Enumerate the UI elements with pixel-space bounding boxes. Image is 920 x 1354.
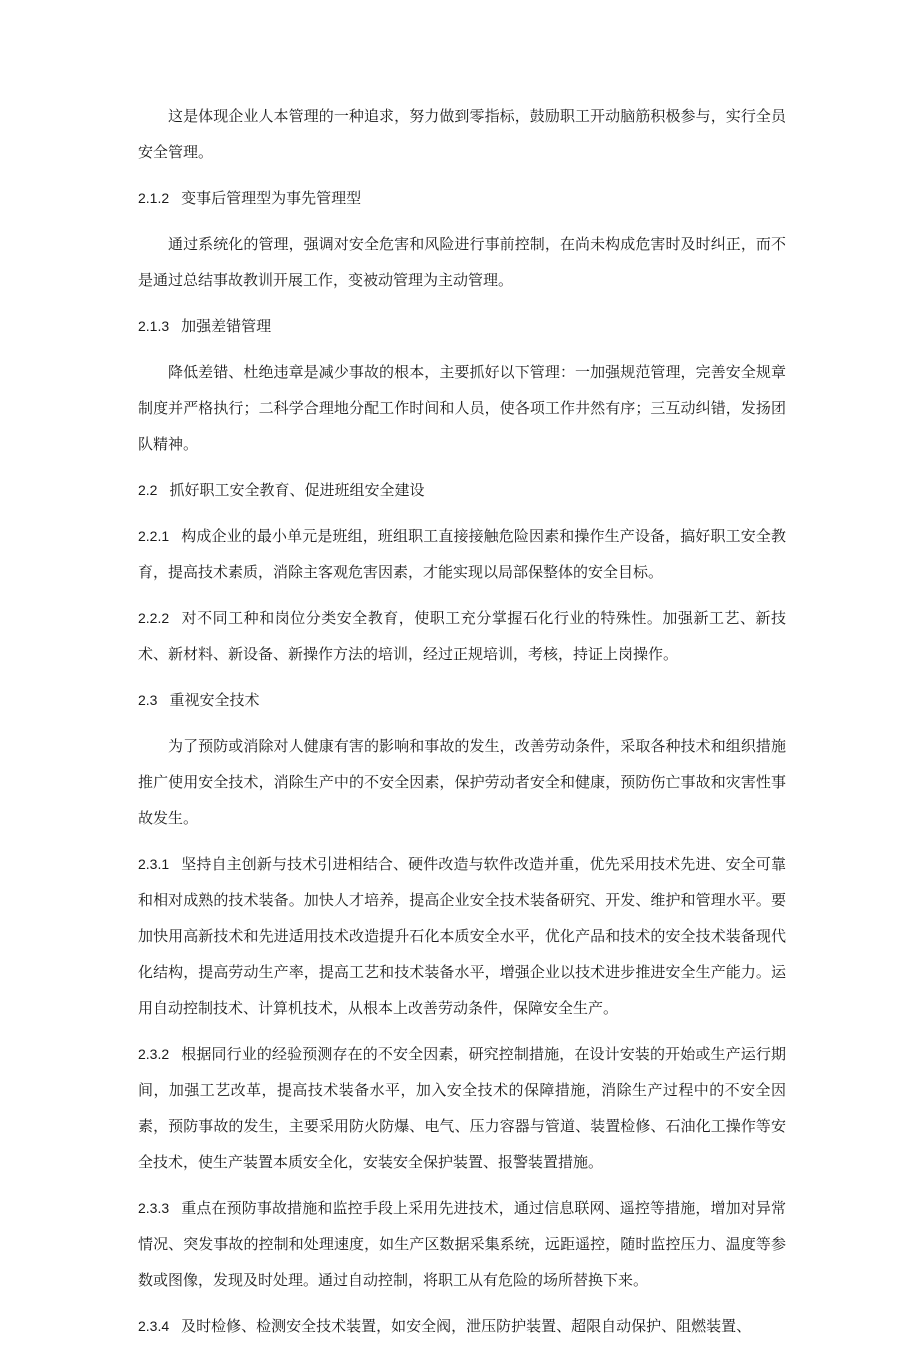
item-number: 2.3.4 (138, 1318, 170, 1334)
paragraph (138, 226, 786, 298)
section-number: 2.2 (138, 482, 158, 498)
paragraph-text: 重点在预防事故措施和监控手段上采用先进技术，通过信息联网、遥控等措施，增加对异常情况、突发事故的控制和处理速度，如生产区数据采集系统，远距遥控，随时监控压力、温度等参数或图像，发现及时处理。通过自动控制，将职工从有危险的场所替换下来。 (138, 1199, 786, 1289)
item-number: 2.2.1 (138, 528, 170, 544)
section-number: 2.1.3 (138, 318, 170, 334)
numbered-paragraph (138, 518, 786, 590)
numbered-paragraph (138, 1036, 786, 1180)
paragraph-text: 坚持自主创新与技术引进相结合、硬件改造与软件改造并重，优先采用技术先进、安全可靠和相对成熟的技术装备。加快人才培养，提高企业安全技术装备研究、开发、维护和管理水平。要加快用高新技术和先进适用技术改造提升石化本质安全水平，优化产品和技术的安全技术装备现代化结构，提高劳动生产率，提高工艺和技术装备水平，增强企业以技术进步推进安全生产能力。运用自动控制技术、计算机技术，从根本上改善劳动条件，保障安全生产。 (138, 855, 786, 1017)
section-number: 2.3 (138, 692, 158, 708)
paragraph (138, 728, 786, 836)
paragraph (138, 354, 786, 462)
paragraph-text: 及时检修、检测安全技术装置，如安全阀，泄压防护装置、超限自动保护、阻燃装置、 (181, 1317, 752, 1335)
section-title: 重视安全技术 (169, 691, 260, 709)
numbered-paragraph (138, 846, 786, 1026)
numbered-paragraph (138, 1308, 786, 1344)
item-number: 2.3.1 (138, 856, 170, 872)
section-title: 变事后管理型为事先管理型 (181, 189, 362, 207)
paragraph-text: 根据同行业的经验预测存在的不安全因素，研究控制措施，在设计安装的开始或生产运行期间，加强工艺改革，提高技术装备水平，加入安全技术的保障措施，消除生产过程中的不安全因素，预防事故的发生，主要采用防火防爆、电气、压力容器与管道、装置检修、石油化工操作等安全技术，使生产装置本质安全化，安装安全保护装置、报警装置措施。 (138, 1045, 786, 1171)
section-heading (138, 180, 786, 216)
paragraph-text: 这是体现企业人本管理的一种追求，努力做到零指标，鼓励职工开动脑筋积极参与，实行全员安全管理。 (138, 107, 786, 161)
numbered-paragraph (138, 1190, 786, 1298)
numbered-paragraph (138, 600, 786, 672)
section-title: 加强差错管理 (181, 317, 272, 335)
section-heading (138, 472, 786, 508)
paragraph-text: 对不同工种和岗位分类安全教育，使职工充分掌握石化行业的特殊性。加强新工艺、新技术、新材料、新设备、新操作方法的培训，经过正规培训，考核，持证上岗操作。 (138, 609, 786, 663)
item-number: 2.3.3 (138, 1200, 170, 1216)
item-number: 2.3.2 (138, 1046, 170, 1062)
paragraph-text: 为了预防或消除对人健康有害的影响和事故的发生，改善劳动条件，采取各种技术和组织措施推广使用安全技术，消除生产中的不安全因素，保护劳动者安全和健康，预防伤亡事故和灾害性事故发生。 (138, 737, 786, 827)
paragraph (138, 98, 786, 170)
paragraph-text: 构成企业的最小单元是班组，班组职工直接接触危险因素和操作生产设备，搞好职工安全教育，提高技术素质，消除主客观危害因素，才能实现以局部保整体的安全目标。 (138, 527, 786, 581)
section-heading (138, 308, 786, 344)
document-body (138, 98, 786, 1354)
section-title: 抓好职工安全教育、促进班组安全建设 (169, 481, 425, 499)
item-number: 2.2.2 (138, 610, 170, 626)
paragraph-text: 通过系统化的管理，强调对安全危害和风险进行事前控制，在尚未构成危害时及时纠正，而不是通过总结事故教训开展工作，变被动管理为主动管理。 (138, 235, 786, 289)
section-number: 2.1.2 (138, 190, 170, 206)
paragraph-text: 降低差错、杜绝违章是减少事故的根本，主要抓好以下管理：一加强规范管理，完善安全规章制度并严格执行；二科学合理地分配工作时间和人员，使各项工作井然有序；三互动纠错，发扬团队精神。 (138, 363, 786, 453)
section-heading (138, 682, 786, 718)
